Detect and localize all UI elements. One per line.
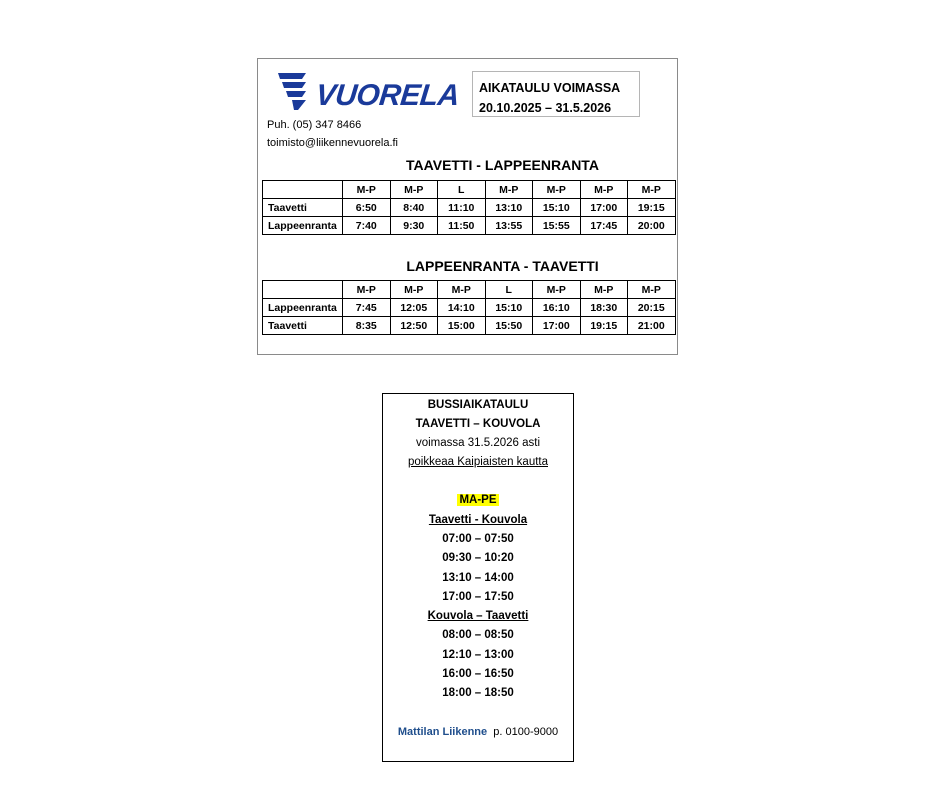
direction-2-title: Kouvola – Taavetti: [427, 610, 529, 622]
blank-cell: [263, 281, 343, 299]
time-cell: 8:35: [343, 317, 391, 335]
operator-name: Mattilan Liikenne: [397, 726, 488, 738]
bus-route: TAAVETTI – KOUVOLA: [415, 418, 541, 430]
time-cell: 15:00: [438, 317, 486, 335]
time-cell: 15:55: [533, 217, 581, 235]
vuorela-timetable-card: [257, 58, 678, 355]
time-cell: 19:15: [580, 317, 628, 335]
day-cell: M-P: [533, 181, 581, 199]
day-cell: M-P: [438, 281, 486, 299]
day-cell: M-P: [628, 181, 676, 199]
time-cell: 21:00: [628, 317, 676, 335]
time-cell: 16:10: [533, 299, 581, 317]
table-row: [263, 217, 676, 235]
time-cell: 20:15: [628, 299, 676, 317]
time-cell: 17:45: [580, 217, 628, 235]
departure-time: 13:10 – 14:00: [442, 572, 514, 584]
table-row: [263, 317, 676, 335]
time-cell: 7:40: [343, 217, 391, 235]
day-cell: L: [485, 281, 533, 299]
departure-time: 08:00 – 08:50: [442, 629, 514, 641]
time-cell: 13:10: [485, 199, 533, 217]
time-cell: 15:10: [533, 199, 581, 217]
blank-cell: [263, 181, 343, 199]
day-cell: M-P: [580, 181, 628, 199]
time-cell: 15:50: [485, 317, 533, 335]
departure-time: 09:30 – 10:20: [442, 552, 514, 564]
day-cell: M-P: [390, 281, 438, 299]
departure-time: 17:00 – 17:50: [442, 591, 514, 603]
time-cell: 17:00: [533, 317, 581, 335]
stop-name: Lappeenranta: [263, 217, 343, 235]
time-cell: 12:50: [390, 317, 438, 335]
time-cell: 17:00: [580, 199, 628, 217]
validity-box: [472, 71, 640, 117]
days-label-wrap: [383, 494, 573, 506]
day-cell: M-P: [628, 281, 676, 299]
timetable-2: [262, 280, 676, 335]
time-cell: 6:50: [343, 199, 391, 217]
table-row: [263, 199, 676, 217]
time-cell: 14:10: [438, 299, 486, 317]
stop-name: Taavetti: [263, 199, 343, 217]
time-cell: 8:40: [390, 199, 438, 217]
day-cell: M-P: [485, 181, 533, 199]
timetable-1: [262, 180, 676, 235]
time-cell: 11:10: [438, 199, 486, 217]
bus-title: BUSSIAIKATAULU: [427, 399, 529, 411]
route-title-2: LAPPEENRANTA - TAAVETTI: [406, 258, 599, 274]
vuorela-logo: [276, 71, 461, 113]
time-cell: 12:05: [390, 299, 438, 317]
bus-validity: voimassa 31.5.2026 asti: [415, 437, 541, 449]
departure-time: 12:10 – 13:00: [442, 649, 514, 661]
time-cell: 19:15: [628, 199, 676, 217]
day-cell: M-P: [343, 181, 391, 199]
time-cell: 18:30: [580, 299, 628, 317]
stop-name: Taavetti: [263, 317, 343, 335]
time-cell: 13:55: [485, 217, 533, 235]
days-row: [263, 181, 676, 199]
validity-heading: AIKATAULU VOIMASSA: [479, 81, 621, 95]
operator-phone: p. 0100-9000: [493, 726, 559, 738]
direction-1-title: Taavetti - Kouvola: [428, 514, 528, 526]
days-label: MA-PE: [459, 494, 497, 506]
departure-time: 07:00 – 07:50: [442, 533, 514, 545]
operator-footer: [383, 726, 573, 738]
time-cell: 15:10: [485, 299, 533, 317]
day-cell: M-P: [343, 281, 391, 299]
stop-name: Lappeenranta: [263, 299, 343, 317]
email-text: toimisto@liikennevuorela.fi: [267, 137, 399, 149]
phone-text: Puh. (05) 347 8466: [267, 119, 362, 131]
kouvola-timetable-card: [382, 393, 574, 762]
route-title-1: TAAVETTI - LAPPEENRANTA: [406, 157, 599, 173]
table-row: [263, 299, 676, 317]
departure-time: 18:00 – 18:50: [442, 687, 514, 699]
time-cell: 20:00: [628, 217, 676, 235]
departure-time: 16:00 – 16:50: [442, 668, 514, 680]
time-cell: 7:45: [343, 299, 391, 317]
day-cell: M-P: [580, 281, 628, 299]
day-cell: M-P: [390, 181, 438, 199]
validity-dates: 20.10.2025 – 31.5.2026: [479, 101, 612, 115]
days-row: [263, 281, 676, 299]
day-cell: L: [438, 181, 486, 199]
bus-route-note: poikkeaa Kaipiaisten kautta: [407, 456, 548, 468]
logo-text: VUORELA: [314, 79, 461, 112]
day-cell: M-P: [533, 281, 581, 299]
time-cell: 11:50: [438, 217, 486, 235]
vuorela-wing-icon: [276, 71, 316, 111]
time-cell: 9:30: [390, 217, 438, 235]
